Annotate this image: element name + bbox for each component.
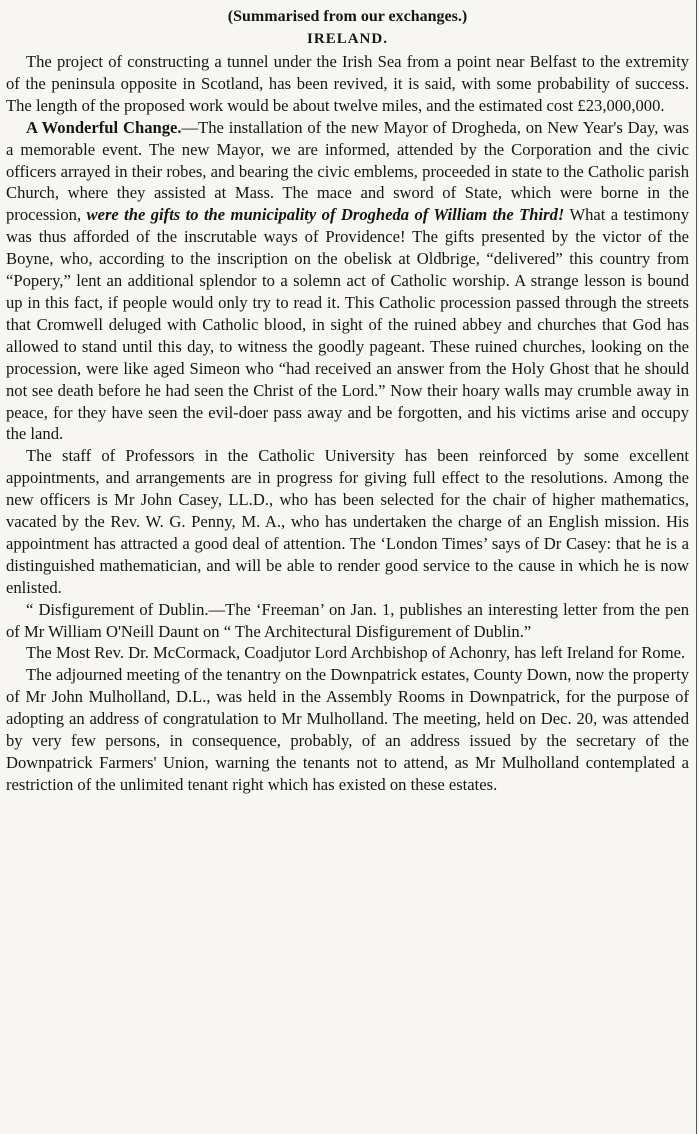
italic-phrase: were the gifts to the municipality of Drogheda of William the Third! (86, 205, 565, 225)
column-rule (696, 0, 697, 1134)
paragraph-drogheda (6, 117, 689, 446)
paragraph-archbishop: The Most Rev. Dr. McCormack, Coadjutor Lord Archbishop of Achonry, has left Ireland for Rome. (26, 643, 686, 663)
paragraph-tunnel: The project of constructing a tunnel under the Irish Sea from a point near Belfast to the extremity of the peninsula opposite in Scotland, has been revived, it is said, with some probability of success. The length of the proposed work would be about twelve miles, and the estimated cost £23,000,000. (6, 52, 689, 115)
paragraph-university: The staff of Professors in the Catholic University has been reinforced by some excellent appointments, and arrangements are in progress for giving full effect to the resolutions. Among the new officers is Mr John Casey, LL.D., who has been selected for the chair of higher mathematics, vacated by the Rev. W. G. Penny, M. A., who has undertaken the charge of an English mission. His appointment has attracted a good deal of attention. The ‘London Times’ says of Dr Casey: that he is a distinguished mathematician, and will be able to render good service to the cause in which he is now enlisted. (6, 446, 689, 597)
paragraph-lead: A Wonderful Change. (26, 117, 182, 137)
paragraph-downpatrick: The adjourned meeting of the tenantry on the Downpatrick estates, County Down, now the property of Mr John Mulholland, D.L., was held in the Assembly Rooms in Downpatrick, for the purpose of adopting an address of congratulation to Mr Mulholland. The meeting, held on Dec. 20, was attended by very few persons, in consequence, probably, of an address issued by the secretary of the Downpatrick Farmers' Union, warning the tenants not to attend, as Mr Mulholland contemplated a restriction of the unlimited tenant right which has existed on these estates. (6, 665, 689, 794)
section-heading: IRELAND. (307, 31, 388, 47)
paragraph-text: —The installation of the new Mayor of Drogheda, on New Year's Day, was a memorable event. The new Mayor, we are informed, attended by the Corporation and the civic officers arrayed in their robes, and bearing the civic emblems, proceeded in state to the Catholic parish Church, where they assisted at Mass. The mace and sword of State, which were borne in the procession, (6, 117, 689, 225)
paragraph-disfigurement: “ Disfigurement of Dublin.—The ‘Freeman’ on Jan. 1, publishes an interesting letter from the pen of Mr William O'Neill Daunt on “ The Architectural Disfigurement of Dublin.” (6, 599, 689, 641)
paragraph-text: What a testimony was thus afforded of the inscrutable ways of Providence! The gifts presented by the victor of the Boyne, who, according to the inscription on the obelisk at Oldbrige, “delivered” this country from “Popery,” lent an additional splendor to a solemn act of Catholic worship. A strange lesson is bound up in this fact, if people would only try to read it. This Catholic procession passed through the streets that Cromwell deluged with Catholic blood, in sight of the ruined abbey and churches that God has allowed to stand until this day, to witness the goodly pageant. These ruined churches, looking on the procession, were like aged Simeon who “had received an answer from the Holy Ghost that he should not see death before he had seen the Christ of the Lord.” Now their hoary walls may crumble away in peace, for they have seen the evil-doer pass away and be forgotten, and his victims arise and occupy the land. (6, 205, 689, 444)
kicker-heading: (Summarised from our exchanges.) (227, 8, 468, 25)
